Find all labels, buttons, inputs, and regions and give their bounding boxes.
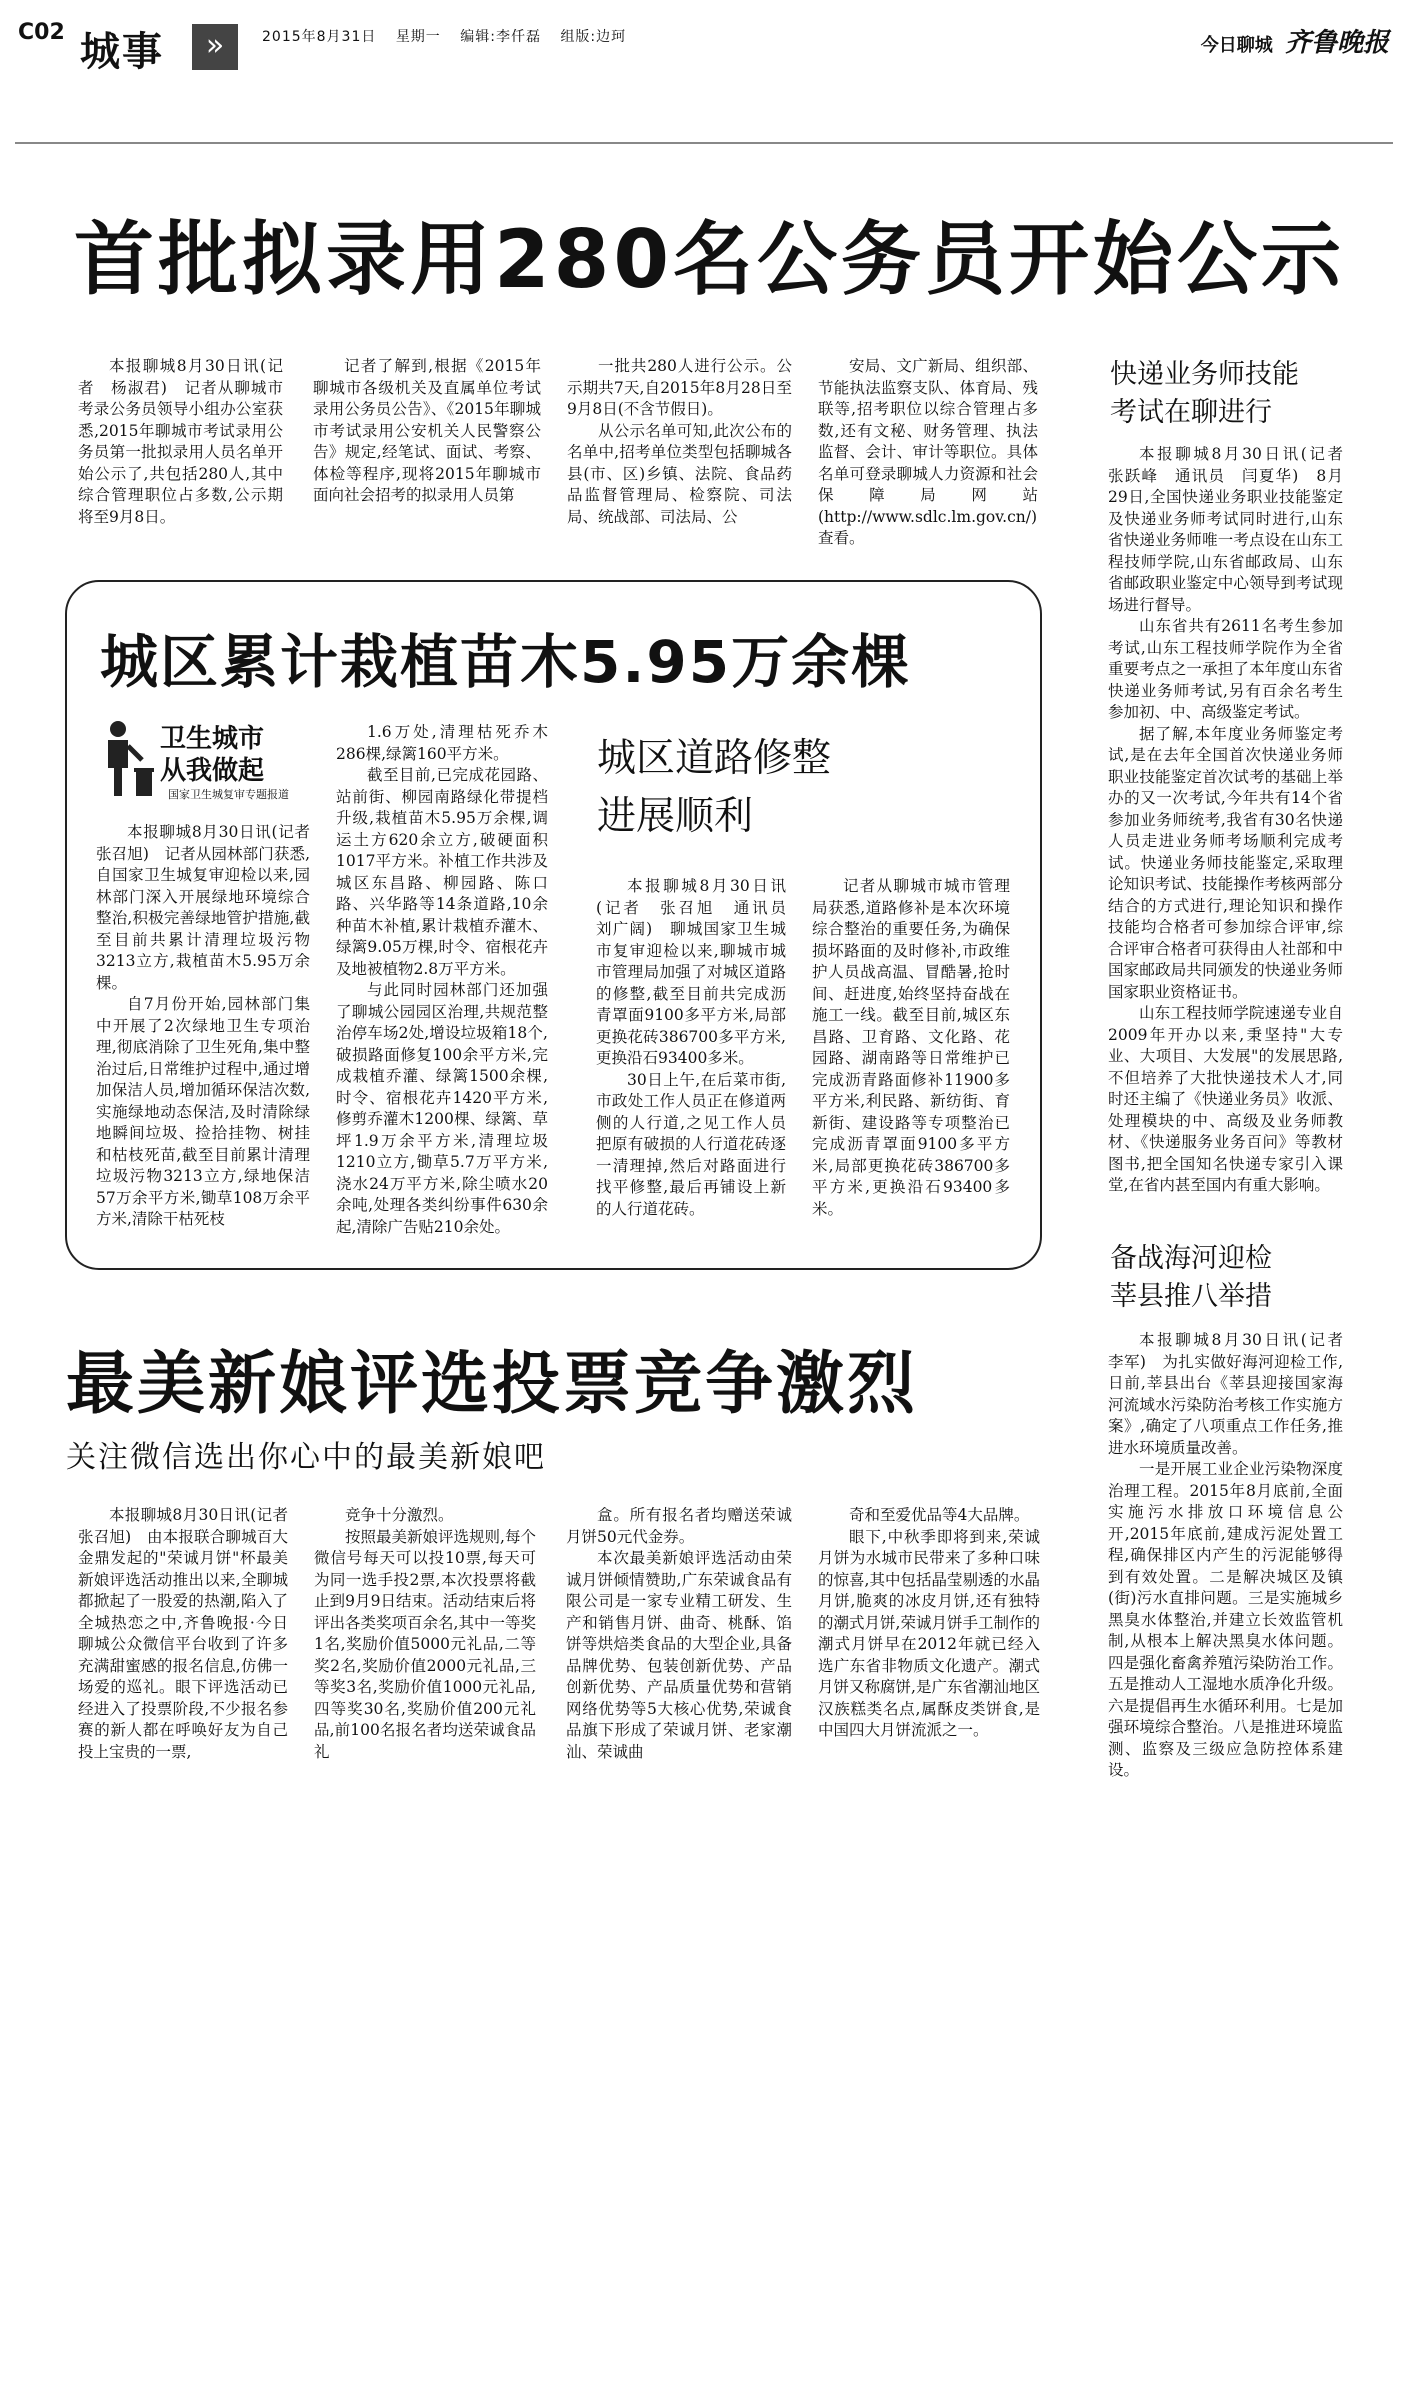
sub-headline-line: 进展顺利	[597, 794, 754, 839]
logo-tagline: 国家卫生城复审专题报道	[168, 788, 289, 801]
box-headline: 城区累计栽植苗木5.95万余棵	[100, 628, 912, 696]
sidebar2-title-line: 备战海河迎检	[1110, 1243, 1272, 1274]
story1-column-4	[818, 356, 1038, 550]
page-number: C02	[18, 20, 65, 45]
sidebar1-title	[1110, 356, 1380, 432]
sidebar1-title-line: 快递业务师技能	[1110, 359, 1299, 390]
paragraph: 与此同时园林部门还加强了聊城公园园区治理,共规范整治停车场2处,增设垃圾箱18个,破损路面修复100余平方米,完成栽植乔灌、绿篱1500余棵,时令、宿根花卉1420平方米,修剪乔灌木1200棵、绿篱、草坪1.9万余平方米,清理垃圾1210立方,锄草5.7万平方米,浇水24万平方米,除尘喷水20余吨,处理各类纠纷事件630余起,清除广告贴210余处。	[336, 981, 548, 1236]
story2-column-1	[78, 1505, 304, 1763]
story1-headline: 首批拟录用280名公务员开始公示	[74, 213, 1345, 306]
paragraph: 本次最美新娘评选活动由荣诚月饼倾情赞助,广东荣诚食品有限公司是一家专业精工研发、生产和销售月饼、曲奇、桃酥、馅饼等烘焙类食品的大型企业,具备品牌优势、包装创新优势、产品创新优势、产品质量优势和营销网络优势等5大核心优势,荣诚食品旗下形成了荣诚月饼、老家潮汕、荣诚曲	[566, 1549, 792, 1761]
region-name: 今日聊城	[1200, 35, 1273, 56]
newspaper-brand: 齐鲁晚报	[1284, 28, 1389, 58]
story2-column-2	[314, 1505, 536, 1763]
paragraph: 山东省共有2611名考生参加考试,山东工程技师学院作为全省重要考点之一承担了本年度山东省快递业务师考试,另有百余名考生参加初、中、高级鉴定考试。	[1108, 617, 1343, 721]
paragraph: 盒。所有报名者均赠送荣诚月饼50元代金券。	[566, 1506, 792, 1546]
person-trash-icon	[100, 720, 154, 798]
issue-date: 2015年8月31日	[262, 29, 377, 45]
header-divider	[15, 142, 1393, 144]
paragraph: 1.6万处,清理枯死乔木286棵,绿篱160平方米。	[336, 723, 548, 763]
story1-column-2	[313, 356, 541, 507]
paragraph: 眼下,中秋季即将到来,荣诚月饼为水城市民带来了多种口味的惊喜,其中包括晶莹剔透的水晶月饼,脆爽的冰皮月饼,还有独特的潮式月饼,荣诚月饼手工制作的潮式月饼早在2012年就已经入选广东省非物质文化遗产。潮式月饼又称腐饼,是广东省潮汕地区汉族糕类名点,属酥皮类饼食,是中国四大月饼流派之一。	[818, 1527, 1040, 1739]
paragraph: 一是开展工业企业污染物深度治理工程。2015年8月底前,全面实施污水排放口环境信息公开,2015年底前,建成污泥处置工程,确保排区内产生的污泥能够得到有效处置。二是解决城区及镇(街)污水直排问题。三是实施城乡黑臭水体整治,并建立长效监管机制,从根本上解决黑臭水体问题。四是强化畜禽养殖污染防治工作。五是推动人工湿地水质净化升级。六是提倡再生水循环利用。七是加强环境综合整治。八是推进环境监测、监察及三级应急防控体系建设。	[1108, 1460, 1343, 1779]
layout-credit: 组版:边珂	[560, 29, 627, 45]
paragraph: 本报聊城8月30日讯(记者 张跃峰 通讯员 闫夏华) 8月29日,全国快递业务职业技能鉴定及快递业务师考试同时进行,山东省快递业务师唯一考点设在山东工程技师学院,山东省邮政局、山东省邮政职业鉴定中心领导到考试现场进行督导。	[1108, 445, 1359, 614]
paragraph: 本报聊城8月30日讯(记者 杨淑君) 记者从聊城市考录公务员领导小组办公室获悉,2015年聊城市考试录用公务员第一批拟录用人员名单开始公示了,共包括280人,其中综合管理职位占多数,公示期将至9月8日。	[78, 357, 283, 526]
paragraph: 本报聊城8月30日讯(记者 李军) 为扎实做好海河迎检工作,日前,莘县出台《莘县迎接国家海河流域水污染防治考核工作实施方案》,确定了八项重点工作任务,推进水环境质量改善。	[1108, 1331, 1359, 1457]
paragraph: 记者了解到,根据《2015年聊城市各级机关及直属单位考试录用公务员公告》、《2015年聊城市考试录用公安机关人民警察公告》规定,经笔试、面试、考察、体检等程序,现将2015年聊城市面向社会招考的拟录用人员第	[313, 357, 541, 504]
logo-title-line1: 卫生城市	[160, 724, 265, 754]
editor-credit: 编辑:李仟磊	[460, 29, 541, 45]
paragraph: 本报聊城8月30日讯(记者 张召旭 通讯员 刘广阔) 聊城国家卫生城市复审迎检以来,聊城市城市管理局加强了对城区道路的修整,截至目前共完成沥青罩面9100多平方米,局部更换花砖386700多平方米,更换沿石93400多米。	[596, 877, 802, 1067]
paragraph: 本报聊城8月30日讯(记者 张召旭) 由本报联合聊城百大金鼎发起的"荣诚月饼"杯最美新娘评选活动推出以来,全聊城都掀起了一股爱的热潮,陷入了全城热恋之中,齐鲁晚报·今日聊城公众微信平台收到了许多充满甜蜜感的报名信息,仿佛一场爱的巡礼。眼下评选活动已经进入了投票阶段,不少报名参赛的新人都在呼唤好友为自己投上宝贵的一票,	[78, 1506, 304, 1761]
sidebar2-body	[1108, 1330, 1359, 1782]
paragraph: 30日上午,在后菜市街,市政处工作人员正在修道两侧的人行道,之见工作人员把原有破损的人行道花砖逐一清理掉,然后对路面进行找平修整,最后再铺设上新的人行道花砖。	[596, 1070, 786, 1218]
box-column-2	[336, 722, 548, 1238]
story2-column-4	[818, 1505, 1040, 1742]
box-sub-headline	[597, 730, 831, 846]
paragraph: 自7月份开始,园林部门集中开展了2次绿地卫生专项治理,彻底消除了卫生死角,集中整治过后,日常维护过程中,通过增加保洁人员,增加循环保洁次数,实施绿地动态保洁,及时清除绿地瞬间垃圾、捡拾挂物、树挂和枯枝死苗,截至目前累计清理垃圾污物3213立方,绿地保洁57万余平方米,锄草108万余平方米,清除干枯死枝	[96, 995, 310, 1228]
paragraph: 据了解,本年度业务师鉴定考试,是在去年全国首次快递业务师职业技能鉴定首次试考的基础上举办的又一次考试,今年共有14个省参加业务师统考,我省有30名快递人员走进业务师考场顺利完成考试。快递业务师技能鉴定,采取理论知识考试、技能操作考核两部分结合的方式进行,理论知识和操作技能均合格者可参加综合评审,综合评审合格者可获得由人社部和中国家邮政局共同颁发的快递业务师国家职业资格证书。	[1108, 724, 1343, 1001]
story2-subhead: 关注微信选出你心中的最美新娘吧	[66, 1440, 546, 1475]
story2-headline: 最美新娘评选投票竞争激烈	[66, 1345, 919, 1424]
paragraph: 安局、文广新局、组织部、节能执法监察支队、体育局、残联等,招考职位以综合管理占多数,还有文秘、财务管理、执法监督、会计、审计等职位。具体名单可登录聊城人力资源和社会保障局网站(http://www.sdlc.lm.gov.cn/)查看。	[818, 357, 1038, 547]
campaign-logo	[100, 718, 320, 806]
paragraph: 按照最美新娘评选规则,每个微信号每天可以投10票,每天可为同一选手投2票,本次投票将截止到9月9日结束。活动结束后将评出各类奖项百余名,其中一等奖1名,奖励价值5000元礼品,二等奖2名,奖励价值2000元礼品,三等奖3名,奖励价值1000元礼品,四等奖30名,奖励价值200元礼品,前100名报名者均送荣诚食品礼	[314, 1527, 536, 1761]
issue-weekday: 星期一	[395, 29, 441, 45]
sidebar2-title-line: 莘县推八举措	[1110, 1281, 1272, 1312]
paragraph: 奇和至爱优品等4大品牌。	[849, 1506, 1030, 1524]
sub-headline-line: 城区道路修整	[597, 736, 832, 781]
header-info	[262, 26, 640, 46]
logo-title-line2: 从我做起	[160, 756, 265, 786]
box-column-1	[96, 822, 326, 1231]
paragraph: 本报聊城8月30日讯(记者 张召旭) 记者从园林部门获悉,自国家卫生城复审迎检以来,园林部门深入开展绿地环境综合整治,积极完善绿地管护措施,截至目前共累计清理垃圾污物3213立方,栽植苗木5.95万余棵。	[96, 823, 326, 992]
story1-column-1	[78, 356, 283, 528]
paragraph: 截至目前,已完成花园路、站前街、柳园南路绿化带提档升级,栽植苗木5.95万余棵,调运土方620余立方,破硬面积1017平方米。补植工作共涉及城区东昌路、柳园路、陈口路、兴华路等14条道路,10余种苗木补植,累计栽植乔灌木、绿篱9.05万棵,时令、宿根花卉及地被植物2.8万平方米。	[336, 766, 548, 978]
masthead	[1201, 22, 1389, 59]
box-column-4	[812, 876, 1010, 1220]
box-column-3	[596, 876, 802, 1220]
story1-column-3	[567, 356, 792, 528]
sidebar1-title-line: 考试在聊进行	[1110, 397, 1272, 428]
paragraph: 从公示名单可知,此次公布的名单中,招考单位类型包括聊城各县(市、区)乡镇、法院、食品药品监督管理局、检察院、司法局、统战部、司法局、公	[567, 421, 792, 526]
section-name: 城事	[80, 29, 164, 75]
paragraph: 竞争十分激烈。	[345, 1506, 454, 1524]
paragraph: 记者从聊城市城市管理局获悉,道路修补是本次环境综合整治的重要任务,为确保损坏路面的及时修补,市政维护人员战高温、冒酷暑,抢时间、赶进度,始终坚持奋战在施工一线。截至目前,城区东昌路、卫育路、文化路、花园路、湖南路等日常维护已完成沥青路面修补11900多平方米,利民路、新纺街、育新街、建设路等专项整治已完成沥青罩面9100多平方米,局部更换花砖386700多平方米,更换沿石93400多米。	[812, 877, 1010, 1218]
story2-column-3	[566, 1505, 792, 1763]
chevron-right-icon: »	[192, 24, 238, 70]
sidebar2-title	[1110, 1240, 1380, 1316]
paragraph: 山东工程技师学院速递专业自2009年开办以来,秉坚持"大专业、大项目、大发展"的发展思路,不但培养了大批快递技术人才,同时还主编了《快递业务员》收派、处理模块的中、高级及业务师教材、《快递服务业务百问》等教材图书,把全国知名快递专家引入课堂,在省内甚至国内有重大影响。	[1108, 1004, 1343, 1194]
sidebar1-body	[1108, 444, 1359, 1197]
paragraph: 一批共280人进行公示。公示期共7天,自2015年8月28日至9月8日(不含节假日)。	[567, 357, 792, 418]
